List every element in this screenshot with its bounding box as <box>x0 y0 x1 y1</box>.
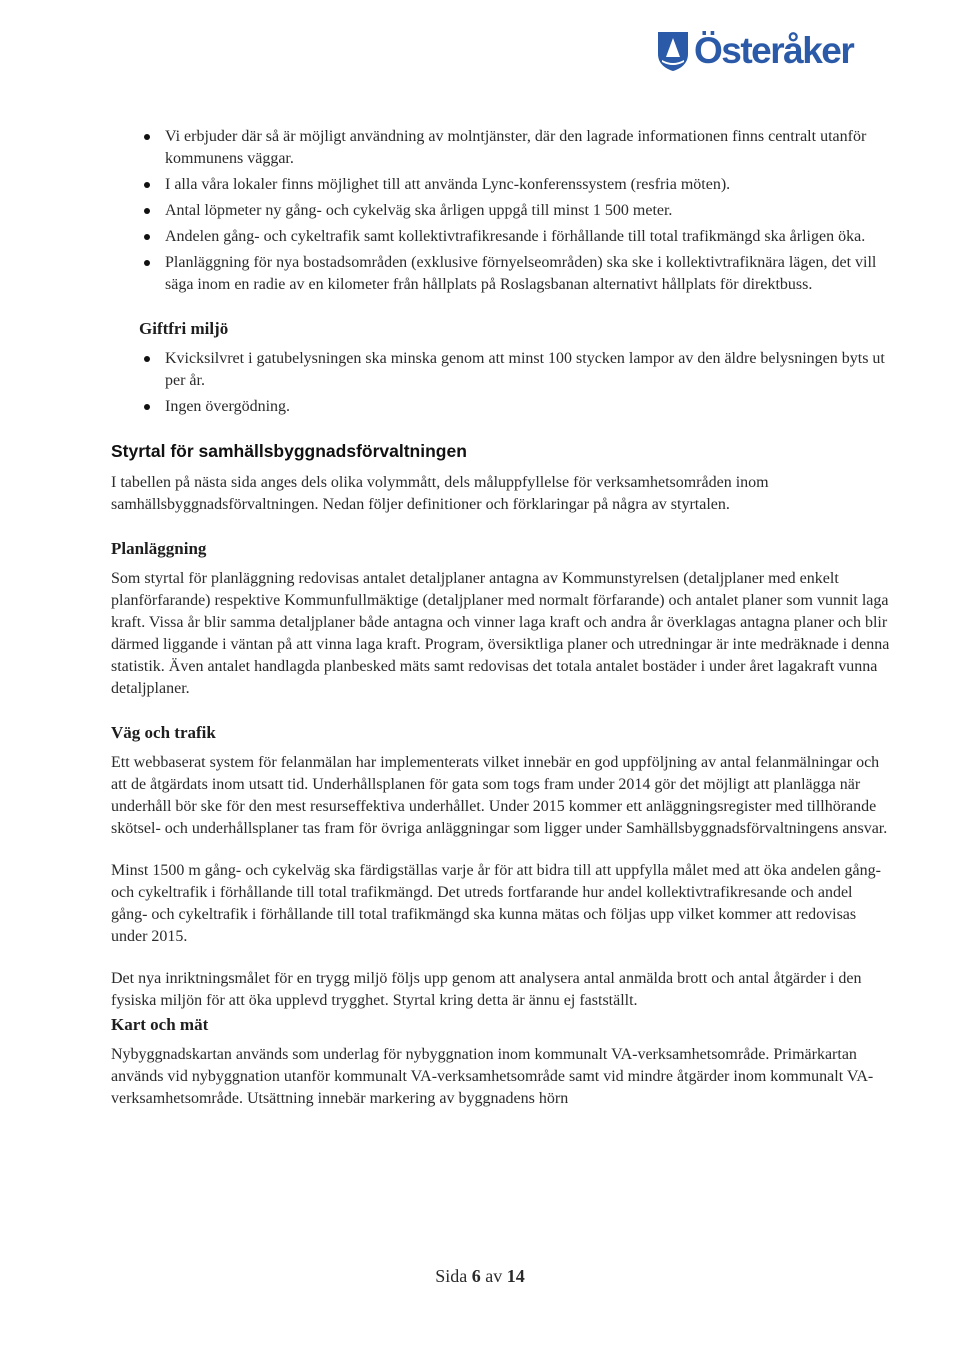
heading-styrtal: Styrtal för samhällsbyggnadsförvaltningen <box>111 441 467 461</box>
bullet-list-giftfri <box>111 348 891 418</box>
heading-vag-och-trafik: Väg och trafik <box>111 723 216 742</box>
paragraph-styrtal-intro: I tabellen på nästa sida anges dels olika volymmått, dels måluppfyllelse för verksamhetsområden inom samhällsbyggnadsförvaltningen. Nedan följer definitioner och förklaringar på några av styrtalen. <box>111 474 769 513</box>
heading-planlaggning: Planläggning <box>111 539 207 558</box>
heading-kart-och-mat: Kart och mät <box>111 1015 209 1034</box>
list-item: Vi erbjuder där så är möjligt användning av molntjänster, där den lagrade informationen finns centralt utanför kommunens väggar. <box>111 126 891 170</box>
bullet-list-top <box>111 126 891 296</box>
heading-giftfri-miljo: Giftfri miljö <box>139 319 229 338</box>
paragraph-vag-2: Minst 1500 m gång- och cykelväg ska färdigställas varje år för att bidra till att uppfylla målet med att öka andelen gång- och cykeltrafik i förhållande till total trafikmängd. Det utreds fortfarande hur andel kollektivtrafikresande och andel gång- och cykeltrafik i förhållande till total trafikmängd ska kunna mätas och följas upp vilket kommer att redovisas under 2015. <box>111 862 881 945</box>
page-number <box>0 1266 960 1287</box>
osteraker-logo <box>656 30 853 72</box>
logo-text: Österåker <box>694 30 854 71</box>
page-content <box>111 126 891 1130</box>
paragraph-kart: Nybyggnadskartan används som underlag för nybyggnation inom kommunalt VA-verksamhetsområde. Primärkartan används vid nybyggnation utanför kommunalt VA-verksamhetsområde samt vid mindre åtgärder inom kommunalt VA-verksamhetsområde. Utsättning innebär markering av byggnadens hörn <box>111 1046 874 1107</box>
list-item: Planläggning för nya bostadsområden (exklusive förnyelseområden) ska ske i kollektivtrafiknära lägen, det vill säga inom en radie av en kilometer från hållplats på Roslagsbanan alternativt hållplats för direktbuss. <box>111 252 891 296</box>
municipality-shield-icon <box>656 30 690 72</box>
list-item: Andelen gång- och cykeltrafik samt kollektivtrafikresande i förhållande till total trafikmängd ska årligen öka. <box>111 226 891 248</box>
current-page: 6 <box>471 1266 481 1286</box>
total-pages: 14 <box>506 1266 525 1286</box>
paragraph-planlaggning: Som styrtal för planläggning redovisas antalet detaljplaner antagna av Kommunstyrelsen (detaljplaner med enkelt planförfarande) respektive Kommunfullmäktige (detaljplaner med normalt förfarande) och antalet planer som vunnit laga kraft. Vissa år blir samma detaljplaner både antagna och vinner laga kraft och andra år överklagas antagna planer och blir därmed liggande i väntan på att vinna laga kraft. Program, översiktliga planer och utredningar är inte medräknade i denna statistik. Även antalet handlagda planbesked mäts samt redovisas det totala antalet bostäder i under året lagakraft vunna detaljplaner. <box>111 570 890 697</box>
page-separator: av <box>485 1266 503 1286</box>
list-item: Kvicksilvret i gatubelysningen ska minska genom att minst 100 stycken lampor av den äldre belysningen byts ut per år. <box>111 348 891 392</box>
list-item: Ingen övergödning. <box>111 396 891 418</box>
paragraph-vag-3: Det nya inriktningsmålet för en trygg miljö följs upp genom att analysera antal anmälda brott och antal åtgärder i den fysiska miljön för att öka upplevd trygghet. Styrtal kring detta är ännu ej fastställt. <box>111 970 862 1009</box>
paragraph-vag-1: Ett webbaserat system för felanmälan har implementerats vilket innebär en god uppföljning av antal felanmälningar och att de åtgärdats inom utsatt tid. Underhållsplanen för gata som togs fram under 2014 gör det möjligt att planlägga när underhåll bör ske för den mest resurseffektiva underhållet. Under 2015 kommer ett anläggningsregister med tillhörande skötsel- och underhållsplaner tas fram för övriga anläggningar som ligger under Samhällsbyggnadsförvaltningens ansvar. <box>111 754 888 837</box>
page-prefix: Sida <box>435 1266 468 1286</box>
list-item: Antal löpmeter ny gång- och cykelväg ska årligen uppgå till minst 1 500 meter. <box>111 200 891 222</box>
list-item: I alla våra lokaler finns möjlighet till att använda Lync-konferenssystem (resfria möten). <box>111 174 891 196</box>
